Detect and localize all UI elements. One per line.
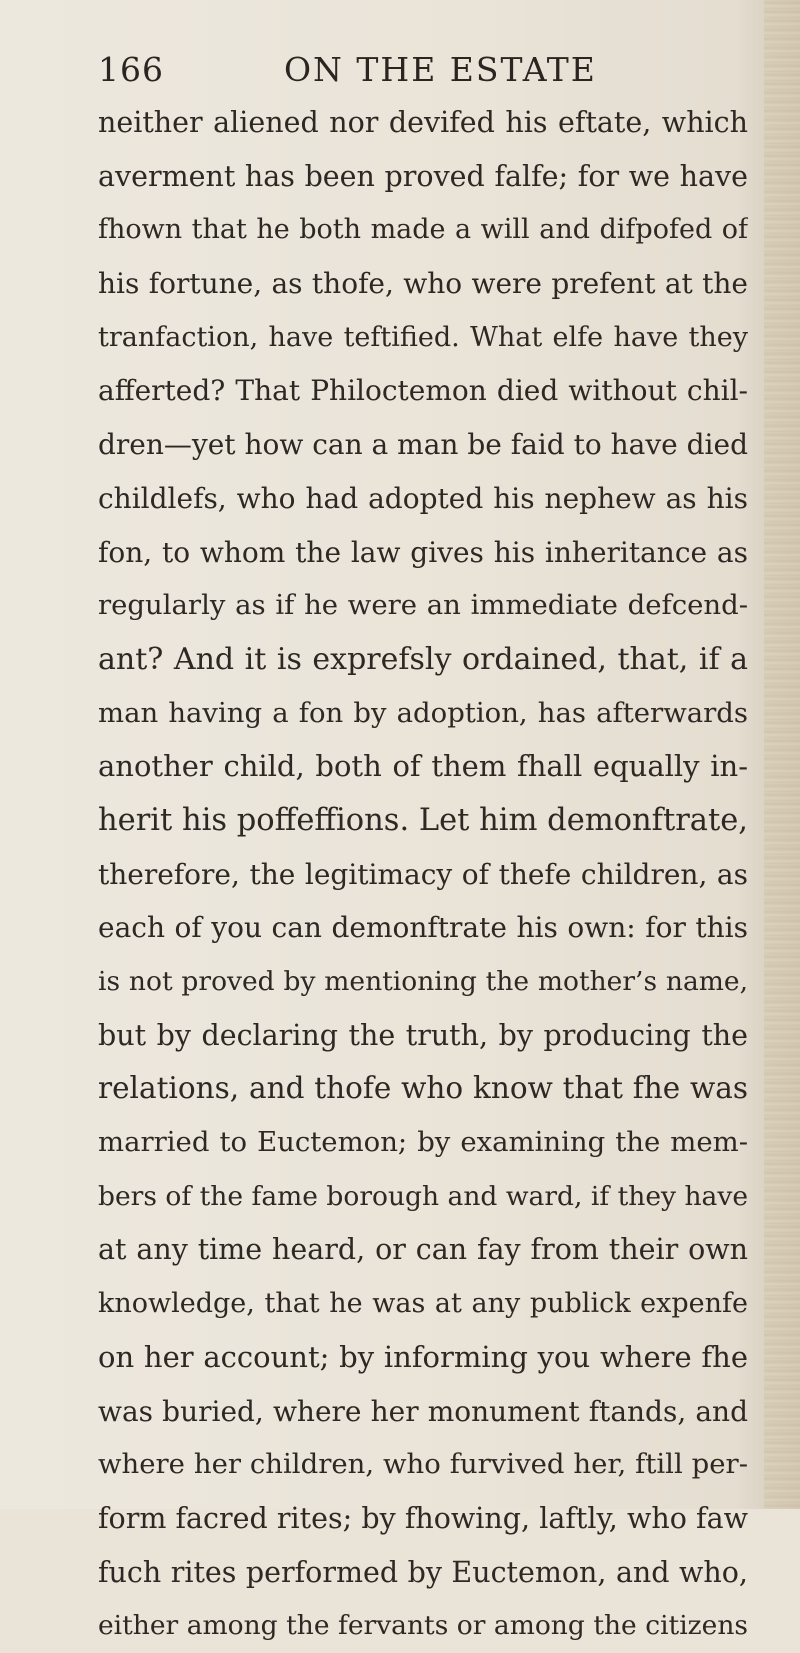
- text-line: married to Euctemon; by examining the mem-: [98, 1126, 748, 1159]
- text-line: neither aliened nor devifed his eftate, which: [98, 106, 748, 139]
- page-edge: [764, 0, 800, 1509]
- text-line: regularly as if he were an immediate defcend-: [98, 589, 748, 622]
- text-line: afferted? That Philoctemon died without chil-: [98, 374, 748, 408]
- running-head: ON THE ESTATE: [284, 50, 597, 89]
- text-line: ant? And it is exprefsly ordained, that, if a: [98, 641, 748, 677]
- text-line: but by declaring the truth, by producing the: [98, 1018, 748, 1052]
- text-line: another child, both of them fhall equally in-: [98, 749, 748, 784]
- text-line: man having a fon by adoption, has afterwards: [98, 696, 748, 729]
- text-line: his fortune, as thofe, who were prefent at the: [98, 267, 748, 301]
- text-line: bers of the fame borough and ward, if they have: [98, 1180, 748, 1212]
- text-line: herit his poffeffions. Let him demonftrate,: [98, 802, 748, 838]
- text-line: relations, and thofe who know that fhe was: [98, 1071, 748, 1106]
- text-line: fuch rites performed by Euctemon, and who,: [98, 1555, 748, 1589]
- page-header: [98, 50, 748, 98]
- text-line: fhown that he both made a will and difpofed of: [98, 214, 748, 246]
- text-line: at any time heard, or can fay from their own: [98, 1233, 748, 1267]
- text-line: was buried, where her monument ftands, and: [98, 1394, 748, 1428]
- text-line: either among the fervants or among the citizens: [98, 1610, 748, 1642]
- text-line: therefore, the legitimacy of thefe children, as: [98, 857, 748, 891]
- text-line: form facred rites; by fhowing, laftly, who faw: [98, 1501, 748, 1535]
- page-number: 166: [98, 50, 164, 89]
- text-line: tranfaction, have teftified. What elfe have they: [98, 321, 748, 353]
- text-line: where her children, who furvived her, ftill per-: [98, 1448, 748, 1481]
- text-line: childlefs, who had adopted his nephew as his: [98, 481, 748, 515]
- text-line: knowledge, that he was at any publick expenfe: [98, 1288, 748, 1320]
- text-line: averment has been proved falfe; for we have: [98, 159, 748, 193]
- text-line: fon, to whom the law gives his inheritance as: [98, 535, 748, 569]
- text-line: each of you can demonftrate his own: for this: [98, 911, 748, 945]
- text-line: dren—yet how can a man be faid to have died: [98, 428, 748, 462]
- text-line: is not proved by mentioning the mother’s name,: [98, 966, 748, 997]
- text-line: on her account; by informing you where fhe: [98, 1339, 748, 1374]
- body-text: [98, 96, 748, 1653]
